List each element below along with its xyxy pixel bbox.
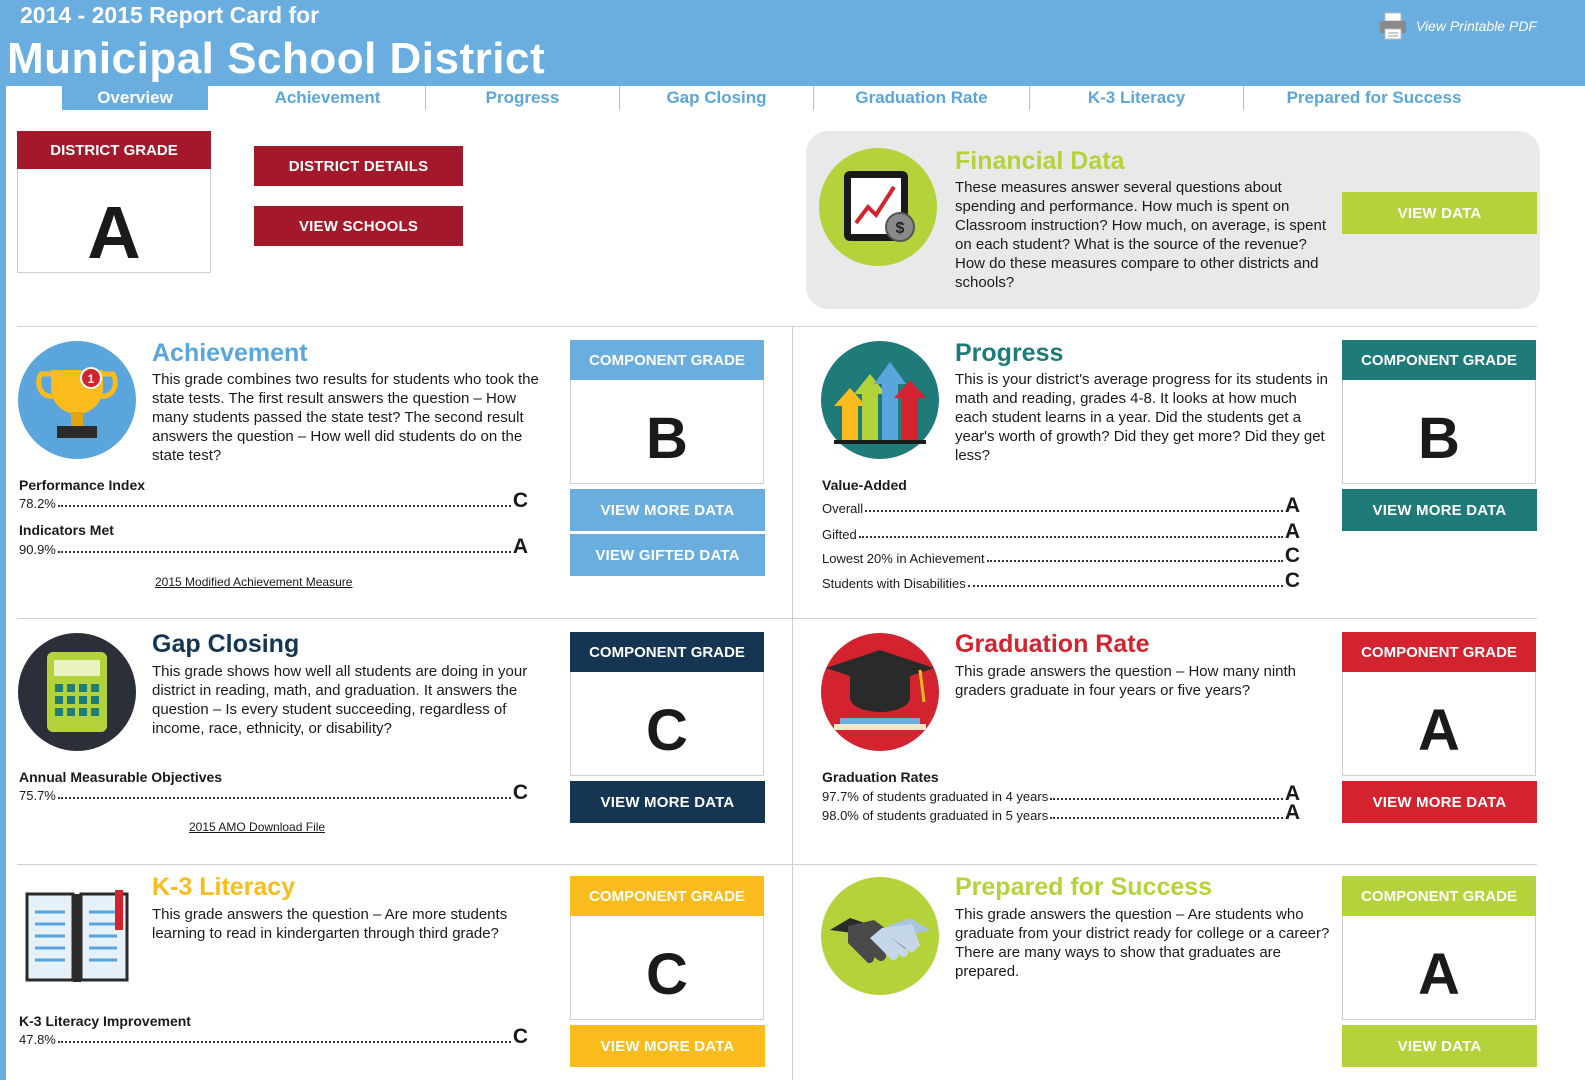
progress-description: This is your district's average progress for its students in math and reading, grades 4-8. It looks at how much each student learns in a year. Did the students get a year's worth of growth? Did they get more? Did they get less? xyxy=(955,371,1329,464)
value-added-row xyxy=(822,522,1300,542)
graduation-rate-grade-letter: A xyxy=(1418,698,1460,763)
achievement-grade-box xyxy=(570,340,764,484)
value-added-label: Value-Added xyxy=(822,477,907,493)
calculator-icon xyxy=(17,632,137,752)
district-grade-letter: A xyxy=(87,191,141,274)
handshake-icon xyxy=(820,876,940,996)
value-added-grade: C xyxy=(1284,569,1300,592)
gap-closing-title: Gap Closing xyxy=(152,630,300,658)
gap-closing-grade-box xyxy=(570,632,764,776)
amo-row xyxy=(19,783,528,803)
achievement-grade-label: COMPONENT GRADE xyxy=(570,340,764,380)
gap-closing-view-more-button[interactable]: VIEW MORE DATA xyxy=(570,781,765,823)
view-schools-button[interactable]: VIEW SCHOOLS xyxy=(254,206,463,246)
performance-index-label: Performance Index xyxy=(19,477,146,493)
financial-view-data-button[interactable]: VIEW DATA xyxy=(1342,192,1537,234)
value-added-name: Overall xyxy=(822,501,864,516)
graduation-4yr-row xyxy=(822,784,1300,804)
progress-grade-box xyxy=(1342,340,1536,484)
k3-literacy-grade-letter: C xyxy=(646,942,688,1007)
trophy-icon xyxy=(17,340,137,460)
k3-literacy-grade-label: COMPONENT GRADE xyxy=(570,876,764,916)
tab-gap-closing[interactable]: Gap Closing xyxy=(620,86,814,110)
svg-text:1: 1 xyxy=(87,372,95,386)
prepared-description: This grade answers the question – Are students who graduate from your district ready for college or a career? There are many ways to show that graduates are prepared. xyxy=(955,906,1330,980)
district-details-button[interactable]: DISTRICT DETAILS xyxy=(254,146,463,186)
k3-improvement-grade: C xyxy=(512,1025,528,1048)
value-added-name: Gifted xyxy=(822,527,857,542)
prepared-title: Prepared for Success xyxy=(955,873,1213,901)
progress-view-more-button[interactable]: VIEW MORE DATA xyxy=(1342,489,1537,531)
tab-overview[interactable]: Overview xyxy=(62,86,208,110)
indicators-met-grade: A xyxy=(512,535,528,558)
column-divider xyxy=(792,326,793,1080)
gap-closing-description: This grade shows how well all students are doing in your district in reading, math, and graduation. It answers the question – Is every student succeeding, regardless of income, race, ethnicity, or disability? xyxy=(152,663,528,737)
page-frame-left xyxy=(0,86,6,1080)
graduation-rate-grade-label: COMPONENT GRADE xyxy=(1342,632,1536,672)
row-divider-2 xyxy=(17,618,1537,619)
achievement-view-gifted-button[interactable]: VIEW GIFTED DATA xyxy=(570,534,765,576)
performance-index-value: 78.2% xyxy=(19,496,56,511)
graduation-4yr-grade: A xyxy=(1284,782,1300,805)
report-year-title: 2014 - 2015 Report Card for xyxy=(20,2,320,28)
svg-text:$: $ xyxy=(895,220,905,237)
value-added-name: Students with Disabilities xyxy=(822,576,966,591)
value-added-grade: A xyxy=(1284,494,1300,517)
indicators-met-label: Indicators Met xyxy=(19,522,114,538)
k3-literacy-grade-box xyxy=(570,876,764,1020)
progress-grade-letter: B xyxy=(1418,406,1460,471)
progress-title: Progress xyxy=(955,339,1064,367)
prepared-view-data-button[interactable]: VIEW DATA xyxy=(1342,1025,1537,1067)
prepared-grade-label: COMPONENT GRADE xyxy=(1342,876,1536,916)
district-grade-label: DISTRICT GRADE xyxy=(17,131,211,169)
value-added-grade: A xyxy=(1284,520,1300,543)
prepared-grade-box xyxy=(1342,876,1536,1020)
graduation-rates-label: Graduation Rates xyxy=(822,769,939,785)
open-book-icon xyxy=(17,876,137,996)
amo-value: 75.7% xyxy=(19,788,56,803)
achievement-grade-letter: B xyxy=(646,406,688,471)
section-tabs xyxy=(6,86,1585,112)
k3-improvement-label: K-3 Literacy Improvement xyxy=(19,1013,191,1029)
district-name: Municipal School District xyxy=(7,34,546,83)
growth-arrows-icon xyxy=(820,340,940,460)
printable-pdf-link[interactable] xyxy=(1378,12,1537,40)
k3-improvement-row xyxy=(19,1027,528,1047)
modified-achievement-link[interactable]: 2015 Modified Achievement Measure xyxy=(155,575,353,589)
graduation-5yr-grade: A xyxy=(1284,801,1300,824)
report-header xyxy=(0,0,1585,86)
financial-data-title: Financial Data xyxy=(955,147,1125,175)
financial-chart-icon xyxy=(818,147,938,267)
gap-closing-grade-label: COMPONENT GRADE xyxy=(570,632,764,672)
amo-label: Annual Measurable Objectives xyxy=(19,769,223,785)
graduation-5yr-text: 98.0% of students graduated in 5 years xyxy=(822,808,1049,823)
k3-improvement-value: 47.8% xyxy=(19,1032,56,1047)
graduation-rate-description: This grade answers the question – How many ninth graders graduate in four years or five years? xyxy=(955,663,1297,699)
k3-literacy-view-more-button[interactable]: VIEW MORE DATA xyxy=(570,1025,765,1067)
row-divider-1 xyxy=(17,326,1537,327)
k3-literacy-description: This grade answers the question – Are more students learning to read in kindergarten through third grade? xyxy=(152,906,508,942)
district-grade-box xyxy=(17,131,211,273)
graduation-rate-title: Graduation Rate xyxy=(955,630,1150,658)
tab-prepared-for-success[interactable]: Prepared for Success xyxy=(1286,88,1462,107)
performance-index-grade: C xyxy=(512,489,528,512)
indicators-met-row xyxy=(19,537,528,557)
printer-icon xyxy=(1378,12,1408,40)
value-added-row xyxy=(822,496,1300,516)
tab-graduation-rate[interactable]: Graduation Rate xyxy=(814,86,1030,110)
indicators-met-value: 90.9% xyxy=(19,542,56,557)
graduation-view-more-button[interactable]: VIEW MORE DATA xyxy=(1342,781,1537,823)
performance-index-row xyxy=(19,491,528,511)
row-divider-3 xyxy=(17,864,1537,865)
prepared-grade-letter: A xyxy=(1418,942,1460,1007)
graduation-rate-grade-box xyxy=(1342,632,1536,776)
k3-literacy-title: K-3 Literacy xyxy=(152,873,296,901)
tab-achievement[interactable]: Achievement xyxy=(230,86,426,110)
amo-download-link[interactable]: 2015 AMO Download File xyxy=(189,820,326,834)
graduation-4yr-text: 97.7% of students graduated in 4 years xyxy=(822,789,1049,804)
amo-grade: C xyxy=(512,781,528,804)
tab-k3-literacy[interactable]: K-3 Literacy xyxy=(1030,86,1244,110)
progress-grade-label: COMPONENT GRADE xyxy=(1342,340,1536,380)
gap-closing-grade-letter: C xyxy=(646,698,688,763)
tab-progress[interactable]: Progress xyxy=(426,86,620,110)
financial-data-description: These measures answer several questions about spending and performance. How much is spent on Classroom instruction? How much, on average, is spent on each student? What is the source of the revenue? How do these measures compare to other districts and schools? xyxy=(955,179,1327,291)
value-added-name: Lowest 20% in Achievement xyxy=(822,551,985,566)
achievement-view-more-button[interactable]: VIEW MORE DATA xyxy=(570,489,765,531)
graduation-5yr-row xyxy=(822,803,1300,823)
value-added-row xyxy=(822,571,1300,591)
value-added-row xyxy=(822,546,1300,566)
achievement-title: Achievement xyxy=(152,339,308,367)
graduation-cap-icon xyxy=(820,632,940,752)
value-added-grade: C xyxy=(1284,544,1300,567)
achievement-description: This grade combines two results for students who took the state tests. The first result answers the question – How many students passed the state test? The second result answers the question – How well did students do on the state test? xyxy=(152,371,539,464)
printable-pdf-label: View Printable PDF xyxy=(1415,18,1537,34)
